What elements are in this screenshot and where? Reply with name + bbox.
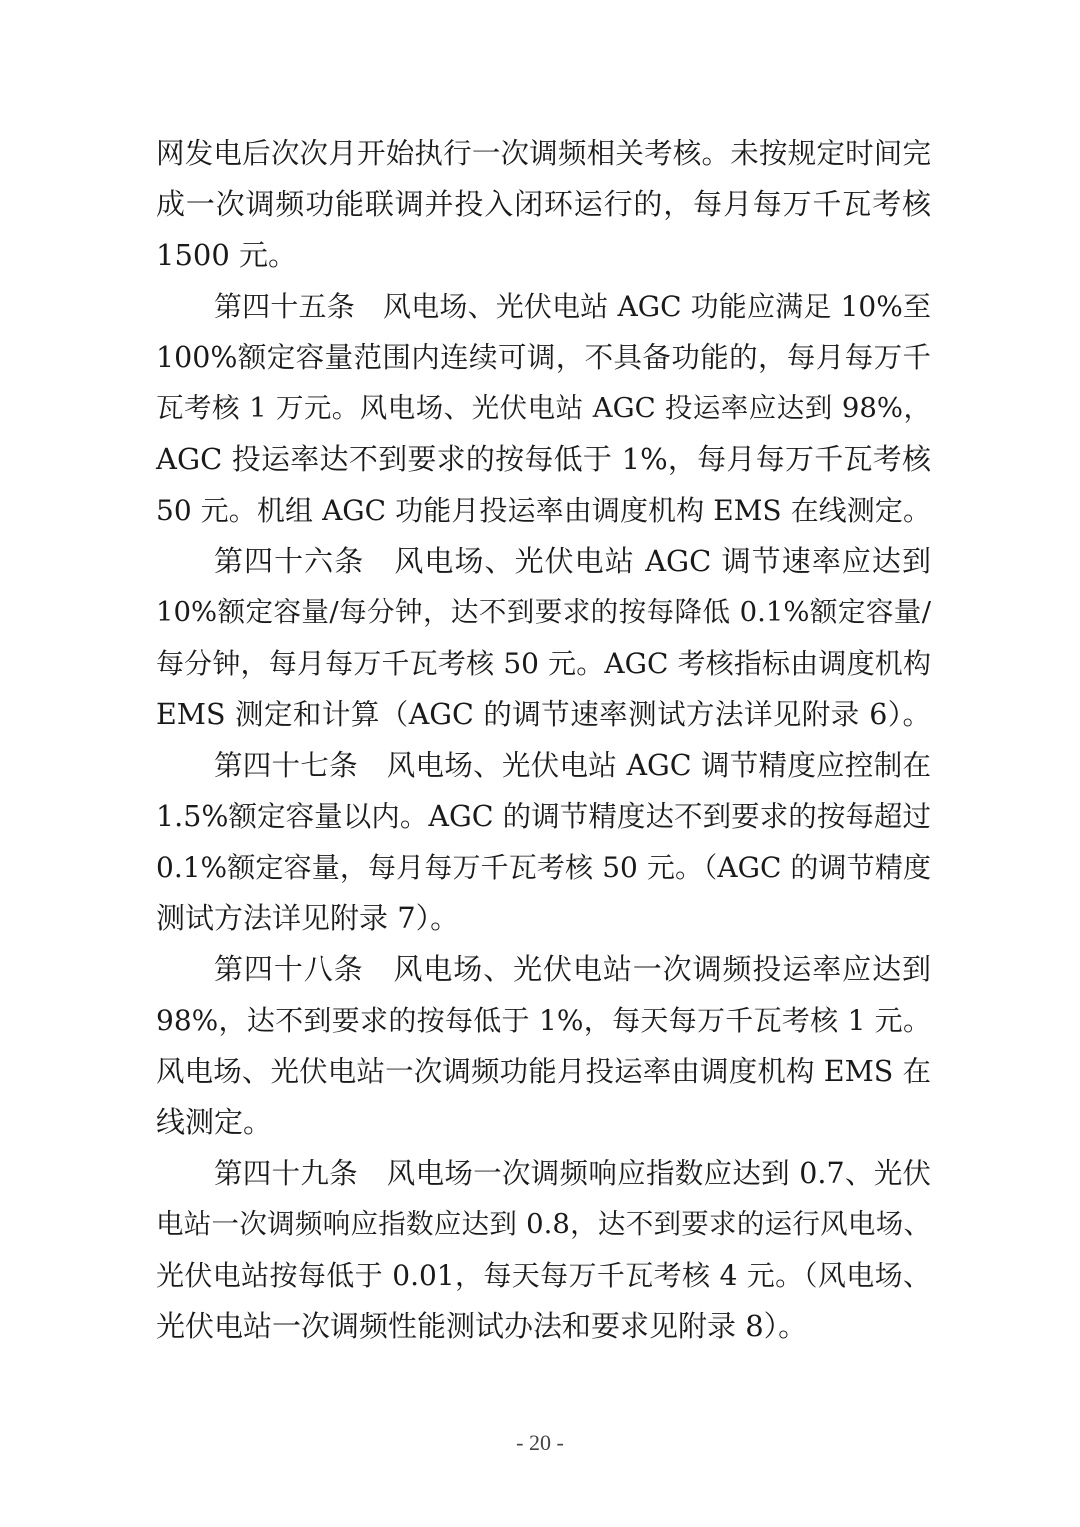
text-line: 光伏电站一次调频性能测试办法和要求见附录 8）。 bbox=[156, 1309, 808, 1343]
text-line: 1.5%额定容量以内。AGC 的调节精度达不到要求的按每超过 bbox=[156, 800, 931, 833]
text-line: 网发电后次次月开始执行一次调频相关考核。未按规定时间完 bbox=[156, 137, 931, 170]
text-line: 每分钟，每月每万千瓦考核 50 元。AGC 考核指标由调度机构 bbox=[156, 647, 931, 680]
article-48-heading-line: 第四十八条 风电场、光伏电站一次调频投运率应达到 bbox=[214, 952, 931, 986]
text-line: 电站一次调频响应指数应达到 0.8，达不到要求的运行风电场、 bbox=[156, 1208, 931, 1240]
text-line: AGC 投运率达不到要求的按每低于 1%，每月每万千瓦考核 bbox=[156, 442, 931, 476]
article-45-heading-line: 第四十五条 风电场、光伏电站 AGC 功能应满足 10%至 bbox=[214, 290, 931, 323]
text-line: EMS 测定和计算（AGC 的调节速率测试方法详见附录 6）。 bbox=[156, 698, 931, 731]
text-line: 成一次调频功能联调并投入闭环运行的，每月每万千瓦考核 bbox=[156, 187, 931, 221]
text-line: 线测定。 bbox=[156, 1105, 273, 1139]
text-line: 0.1%额定容量，每月每万千瓦考核 50 元。（AGC 的调节精度 bbox=[156, 851, 931, 884]
article-49-heading-line: 第四十九条 风电场一次调频响应指数应达到 0.7、光伏 bbox=[214, 1157, 931, 1190]
text-line: 风电场、光伏电站一次调频功能月投运率由调度机构 EMS 在 bbox=[156, 1055, 931, 1088]
text-line: 10%额定容量/每分钟，达不到要求的按每降低 0.1%额定容量/ bbox=[156, 596, 931, 628]
body-text bbox=[156, 128, 931, 1352]
text-line: 光伏电站按每低于 0.01，每天每万千瓦考核 4 元。（风电场、 bbox=[156, 1259, 931, 1292]
page-number: - 20 - bbox=[516, 1430, 564, 1455]
text-line: 测试方法详见附录 7）。 bbox=[156, 901, 460, 935]
article-46-heading-line: 第四十六条 风电场、光伏电站 AGC 调节速率应达到 bbox=[214, 544, 931, 578]
text-line: 50 元。机组 AGC 功能月投运率由调度机构 EMS 在线测定。 bbox=[156, 494, 931, 527]
article-47-heading-line: 第四十七条 风电场、光伏电站 AGC 调节精度应控制在 bbox=[214, 749, 931, 782]
text-line: 瓦考核 1 万元。风电场、光伏电站 AGC 投运率应达到 98%， bbox=[156, 392, 931, 424]
text-line: 100%额定容量范围内连续可调，不具备功能的，每月每万千 bbox=[156, 341, 931, 374]
text-line: 98%，达不到要求的按每低于 1%，每天每万千瓦考核 1 元。 bbox=[156, 1004, 931, 1037]
text-line: 1500 元。 bbox=[156, 238, 298, 272]
